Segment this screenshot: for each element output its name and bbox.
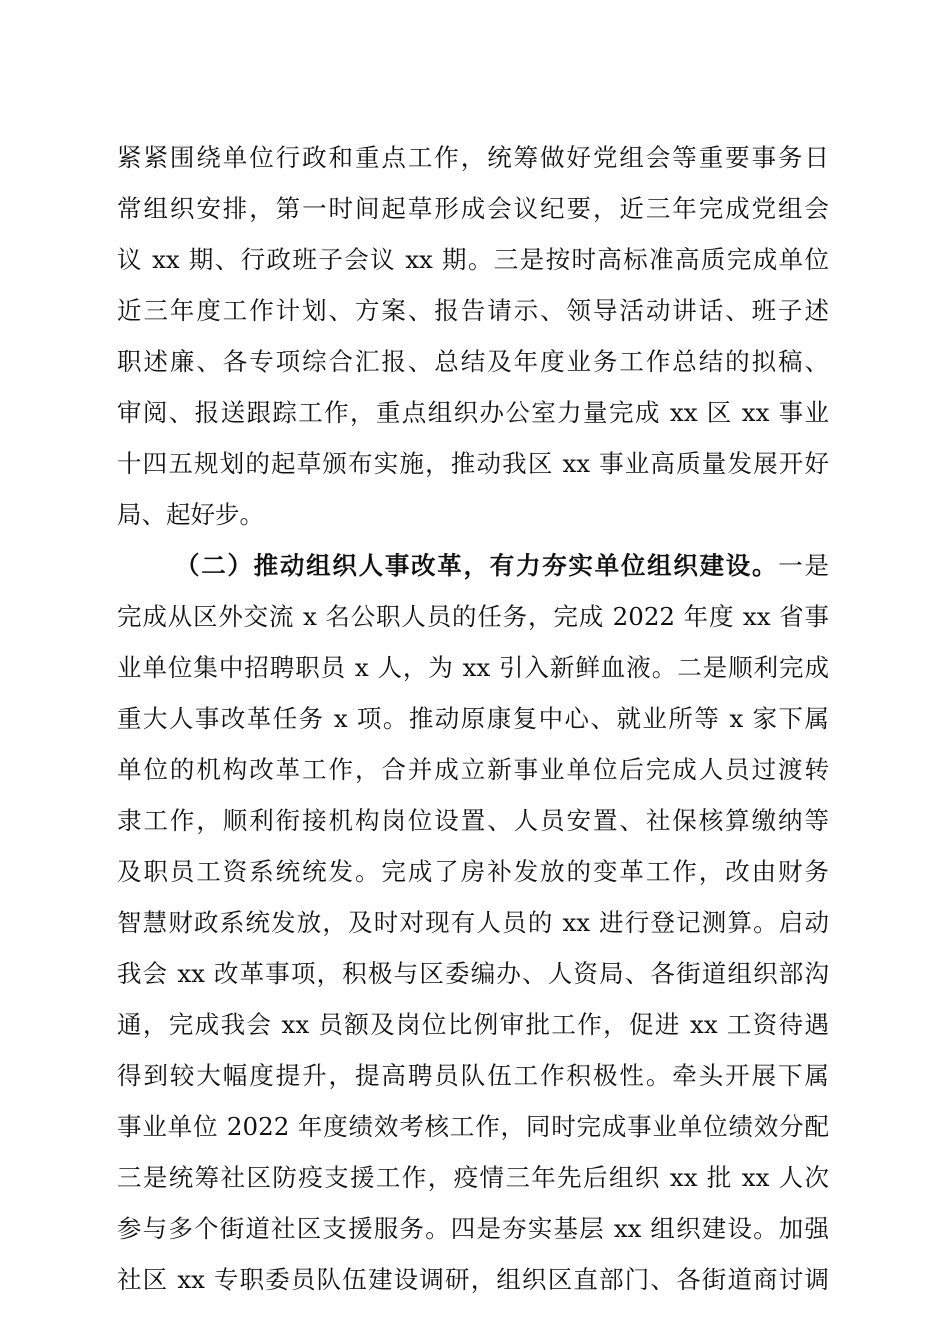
text-line: 完成从区外交流 x 名公职人员的任务，完成 2022 年度 xx 省事 <box>117 602 829 631</box>
text-line: 及职员工资系统统发。完成了房补发放的变革工作，改由财务 <box>117 857 829 886</box>
text-line: 近三年度工作计划、方案、报告请示、领导活动讲话、班子述 <box>117 296 829 325</box>
text-line: 智慧财政系统发放，及时对现有人员的 xx 进行登记测算。启动 <box>117 908 829 937</box>
text-line: 局、起好步。 <box>117 500 264 529</box>
text-line: 社区 xx 专职委员队伍建设调研，组织区直部门、各街道商讨调 <box>117 1265 829 1294</box>
text-line: 职述廉、各专项综合汇报、总结及年度业务工作总结的拟稿、 <box>117 347 829 376</box>
text-line: 常组织安排，第一时间起草形成会议纪要，近三年完成党组会 <box>117 194 829 223</box>
text-line: 三是统筹社区防疫支援工作，疫情三年先后组织 xx 批 xx 人次 <box>117 1163 829 1192</box>
section-heading-line <box>175 551 830 580</box>
text-line: 十四五规划的起草颁布实施，推动我区 xx 事业高质量发展开好 <box>117 449 829 478</box>
text-line: 我会 xx 改革事项，积极与区委编办、人资局、各街道组织部沟 <box>117 959 829 988</box>
heading-line-continuation: 一是 <box>778 551 830 580</box>
text-line: 议 xx 期、行政班子会议 xx 期。三是按时高标准高质完成单位 <box>117 245 829 274</box>
text-line: 紧紧围绕单位行政和重点工作，统筹做好党组会等重要事务日 <box>117 143 829 172</box>
text-line: 事业单位 2022 年度绩效考核工作，同时完成事业单位绩效分配 <box>117 1112 829 1141</box>
text-line: 业单位集中招聘职员 x 人，为 xx 引入新鲜血液。二是顺利完成 <box>117 653 829 682</box>
text-line: 得到较大幅度提升，提高聘员队伍工作积极性。牵头开展下属 <box>117 1061 829 1090</box>
text-line: 单位的机构改革工作，合并成立新事业单位后完成人员过渡转 <box>117 755 829 784</box>
text-line: 审阅、报送跟踪工作，重点组织办公室力量完成 xx 区 xx 事业 <box>117 398 829 427</box>
text-line: 参与多个街道社区支援服务。四是夯实基层 xx 组织建设。加强 <box>117 1214 829 1243</box>
text-line: 隶工作，顺利衔接机构岗位设置、人员安置、社保核算缴纳等 <box>117 806 829 835</box>
text-line: 通，完成我会 xx 员额及岗位比例审批工作，促进 xx 工资待遇 <box>117 1010 829 1039</box>
section-heading: （二）推动组织人事改革，有力夯实单位组织建设。 <box>175 551 779 580</box>
text-line: 重大人事改革任务 x 项。推动原康复中心、就业所等 x 家下属 <box>117 704 829 733</box>
